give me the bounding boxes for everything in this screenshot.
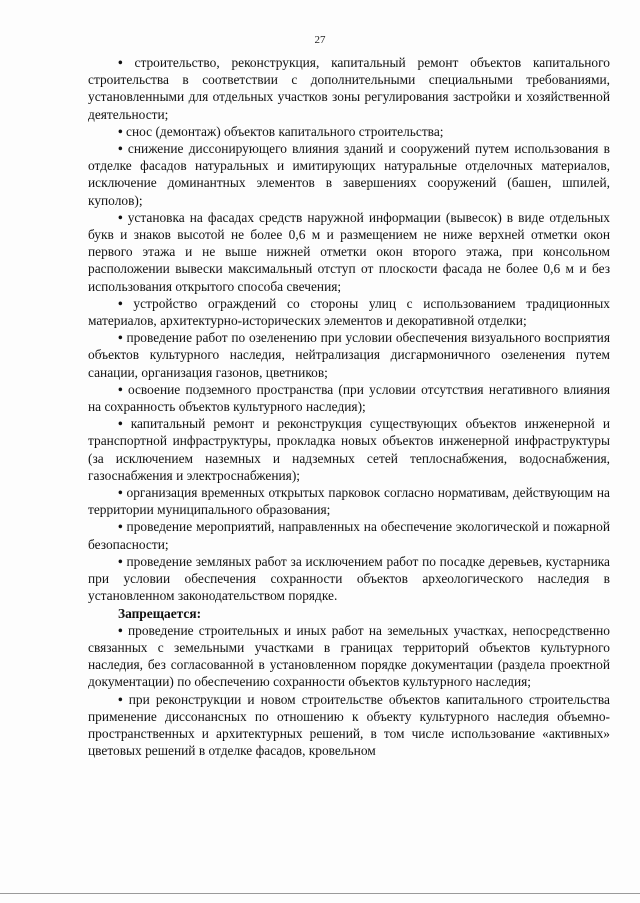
list-item-permitted-fencing: • устройство ограждений со стороны улиц с использованием традиционных материалов, архитектурно-исторических элементов и декоративной отделки; — [88, 295, 610, 329]
list-item-permitted-infrastructure: • капитальный ремонт и реконструкция существующих объектов инженерной и транспортной инфраструктуры, прокладка новых объектов инженерной инфраструктуры (за исключением наземных и надземных сетей теплоснабжения, водоснабжения, газоснабжения и электроснабжения); — [88, 415, 610, 484]
section-heading-prohibited: Запрещается: — [118, 605, 202, 621]
page-number: 27 — [314, 34, 326, 46]
list-item-permitted-dissonance-reduction: • снижение диссонирующего влияния зданий и сооружений путем использования в отделке фасадов натуральных и имитирующих натуральные отделочных материалов, исключение доминантных элементов в завершениях сооружений (башен, шпилей, куполов); — [88, 140, 610, 209]
list-item-permitted-signage: • установка на фасадах средств наружной информации (вывесок) в виде отдельных букв и знаков высотой не более 0,6 м и размещением не ниже верхней отметки окон первого этажа и не выше нижней отметки окон второго этажа, при консольном расположении вывески максимальный отступ от плоскости фасада не более 0,6 м и без использования открытого способа свечения; — [88, 209, 610, 295]
list-item-permitted-underground: • освоение подземного пространства (при условии отсутствия негативного влияния на сохранность объектов культурного наследия); — [88, 381, 610, 415]
document-body — [88, 54, 610, 759]
list-item-prohibited-dissonant-solutions: • при реконструкции и новом строительстве объектов капитального строительства применение диссонансных по отношению к объекту культурного наследия объемно-пространственных и архитектурных решений, в том числе использование «активных» цветовых решений в отделке фасадов, кровельном — [88, 691, 610, 760]
list-item-permitted-demolition: • снос (демонтаж) объектов капитального строительства; — [88, 123, 610, 140]
list-item-permitted-earthworks: • проведение земляных работ за исключением работ по посадке деревьев, кустарника при условии обеспечения сохранности объектов археологического наследия в установленном законодательством порядке. — [88, 553, 610, 605]
list-item-permitted-construction: • строительство, реконструкция, капитальный ремонт объектов капитального строительства в соответствии с дополнительными специальными требованиями, установленными для отдельных участков зоны регулирования застройки и хозяйственной деятельности; — [88, 54, 610, 123]
list-item-permitted-parking: • организация временных открытых парковок согласно нормативам, действующим на территории муниципального образования; — [88, 484, 610, 518]
list-item-prohibited-works: • проведение строительных и иных работ на земельных участках, непосредственно связанных с земельными участками в границах территорий объектов культурного наследия, без согласованной в установленном порядке документации (раздела проектной документации) по обеспечению сохранности объектов культурного наследия; — [88, 622, 610, 691]
page-bottom-rule — [0, 893, 640, 894]
list-item-permitted-landscaping: • проведение работ по озеленению при условии обеспечения визуального восприятия объектов культурного наследия, нейтрализация дисгармоничного озеленения путем санации, организация газонов, цветников; — [88, 329, 610, 381]
list-item-permitted-safety: • проведение мероприятий, направленных на обеспечение экологической и пожарной безопасности; — [88, 518, 610, 552]
